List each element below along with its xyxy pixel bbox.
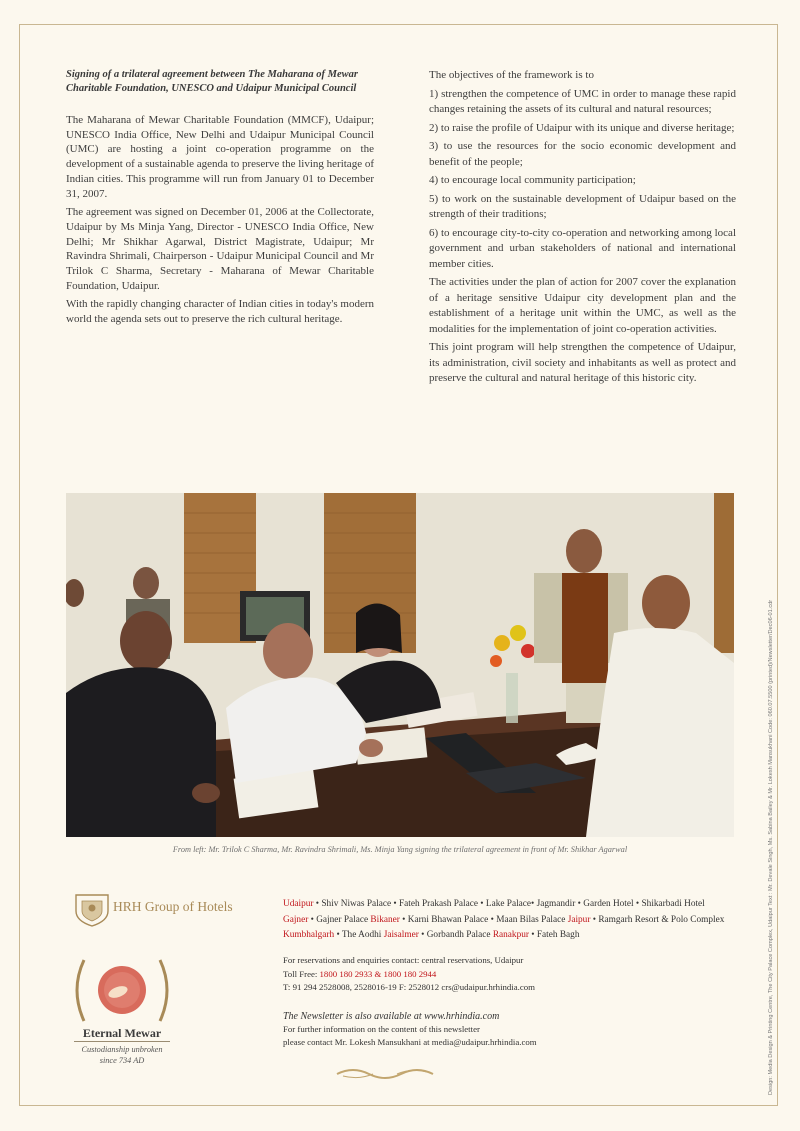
- hotel-names: • Shiv Niwas Palace • Fateh Prakash Palace • Lake Palace• Jagmandir • Garden Hotel • Shikarbadi Hotel: [313, 899, 705, 909]
- photo-caption: From left: Mr. Trilok C Sharma, Mr. Ravindra Shrimali, Ms. Minja Yang signing the trilateral agreement in front of Mr. Shikhar Agarwal: [172, 845, 628, 854]
- article-left-column: [66, 68, 374, 331]
- objectives-intro: The objectives of the framework is to: [429, 69, 594, 81]
- city-name: Jaisalmer: [383, 930, 419, 940]
- contact-line: For reservations and enquiries contact: central reservations, Udaipur: [283, 955, 524, 965]
- hotel-names: • The Aodhi: [334, 930, 384, 940]
- hotel-names: • Karni Bhawan Palace • Maan Bilas Palace: [399, 914, 568, 925]
- city-name: Ranakpur: [492, 930, 529, 940]
- article-paragraph: The agreement was signed on December 01, 2006 at the Collectorate, Udaipur by Ms Minja Yang, Director - UNESCO India Office, New Delhi; Mr Shikhar Agarwal, District Magistrate, Udaipur; Mr Ravindra Shrimali, Chairperson - Udaipur Municipal Council and Mr Trilok C Sharma, Secretary - Maharana of Mewar Charitable Foundation, Udaipur.: [66, 206, 374, 292]
- article-right-column: [429, 68, 736, 390]
- newsletter-line: For further information on the content of this newsletter: [283, 1024, 480, 1034]
- objective-item: 2) to raise the profile of Udaipur with its unique and diverse heritage;: [429, 121, 735, 134]
- hrh-group-name: HRH Group of Hotels: [113, 899, 233, 914]
- hotel-names: • Gajner Palace: [308, 914, 371, 925]
- tagline-line: since 734 AD: [99, 1056, 145, 1065]
- eternal-mewar-tagline: [66, 1044, 178, 1066]
- article-paragraph: The Maharana of Mewar Charitable Foundation (MMCF), Udaipur; UNESCO India Office, New Delhi and Udaipur Municipal Council (UMC) are hosting a joint co-operation programme on the development of a sustainable agenda to preserve the living heritage of Indian cities. This programme will run from January 01 to December 31, 2007.: [66, 114, 374, 200]
- newsletter-line: please contact Mr. Lokesh Mansukhani at media@udaipur.hrhindia.com: [283, 1037, 537, 1047]
- objective-item: 3) to use the resources for the socio economic development and benefit of the people;: [429, 140, 736, 168]
- divider: [74, 1041, 170, 1042]
- city-name: Udaipur: [283, 899, 314, 909]
- hotel-line: [283, 913, 743, 929]
- city-name: Kumbhalgarh: [283, 930, 335, 940]
- hotel-names: • Ramgarh Resort & Polo Complex: [590, 914, 725, 925]
- article-paragraph: With the rapidly changing character of Indian cities in today's modern world the agenda sets out to preserve the rich cultural heritage.: [66, 298, 374, 326]
- hotel-line: [283, 897, 743, 913]
- hotel-list: [283, 897, 743, 944]
- contact-line: T: 91 294 2528008, 2528016-19 F: 2528012 crs@udaipur.hrhindia.com: [283, 982, 535, 992]
- newsletter-web: The Newsletter is also available at www.hrhindia.com: [283, 1011, 500, 1022]
- objective-item: 4) to encourage local community participation;: [429, 174, 636, 186]
- article-paragraph: This joint program will help strengthen the competence of Udaipur, its administration, civil society and inhabitants as well as protect and preserve the cultural and natural heritage of this historic city.: [429, 341, 736, 384]
- print-credits: Design: Media Design & Printing Centre, The City Palace Complex, Udaipur Text : Mr. Devale Singh, Ms. Sabina Bailey & Mr. Lokesh Mansukhani Code: 060.07.5500 (printed)/Newsletter/Dec06-01.cdr: [768, 599, 774, 1095]
- toll-free-numbers: 1800 180 2933 & 1800 180 2944: [319, 968, 437, 979]
- toll-free-line: [283, 968, 743, 982]
- tagline-line: Custodianship unbroken: [81, 1045, 163, 1054]
- objective-item: 5) to work on the sustainable development of Udaipur based on the strength of their traditions;: [429, 192, 736, 220]
- hotel-line: [283, 928, 743, 944]
- hotel-names: • Gorbandh Palace: [418, 930, 493, 940]
- ornament-swirl-icon: [333, 1065, 437, 1083]
- signing-photo-illustration: [66, 493, 734, 837]
- article-headline: Signing of a trilateral agreement between The Maharana of Mewar Charitable Foundation, UNESCO and Udaipur Municipal Council: [66, 69, 358, 94]
- newsletter-info: [283, 1010, 743, 1049]
- objective-item: 1) strengthen the competence of UMC in order to manage these rapid changes retaining the assets of its cultural and natural resources;: [429, 87, 736, 115]
- toll-free-label: Toll Free:: [283, 968, 320, 979]
- article-paragraph: The activities under the plan of action for 2007 cover the explanation of a heritage sensitive Udaipur city development plan and the establishment of a heritage unit within the UMC, as well as the modalities for the implementation of joint co-operation activities.: [429, 276, 736, 335]
- hotel-names: • Fateh Bagh: [528, 930, 580, 940]
- contact-info: [283, 954, 743, 995]
- objective-item: 6) to encourage city-to-city co-operation and networking among local government and urban stakeholders of national and international member cities.: [429, 226, 736, 270]
- signing-photo: [66, 493, 734, 837]
- city-name: Gajner: [283, 914, 309, 925]
- eternal-mewar-title: Eternal Mewar: [82, 1026, 162, 1040]
- city-name: Bikaner: [370, 914, 400, 925]
- city-name: Jaipur: [567, 914, 591, 925]
